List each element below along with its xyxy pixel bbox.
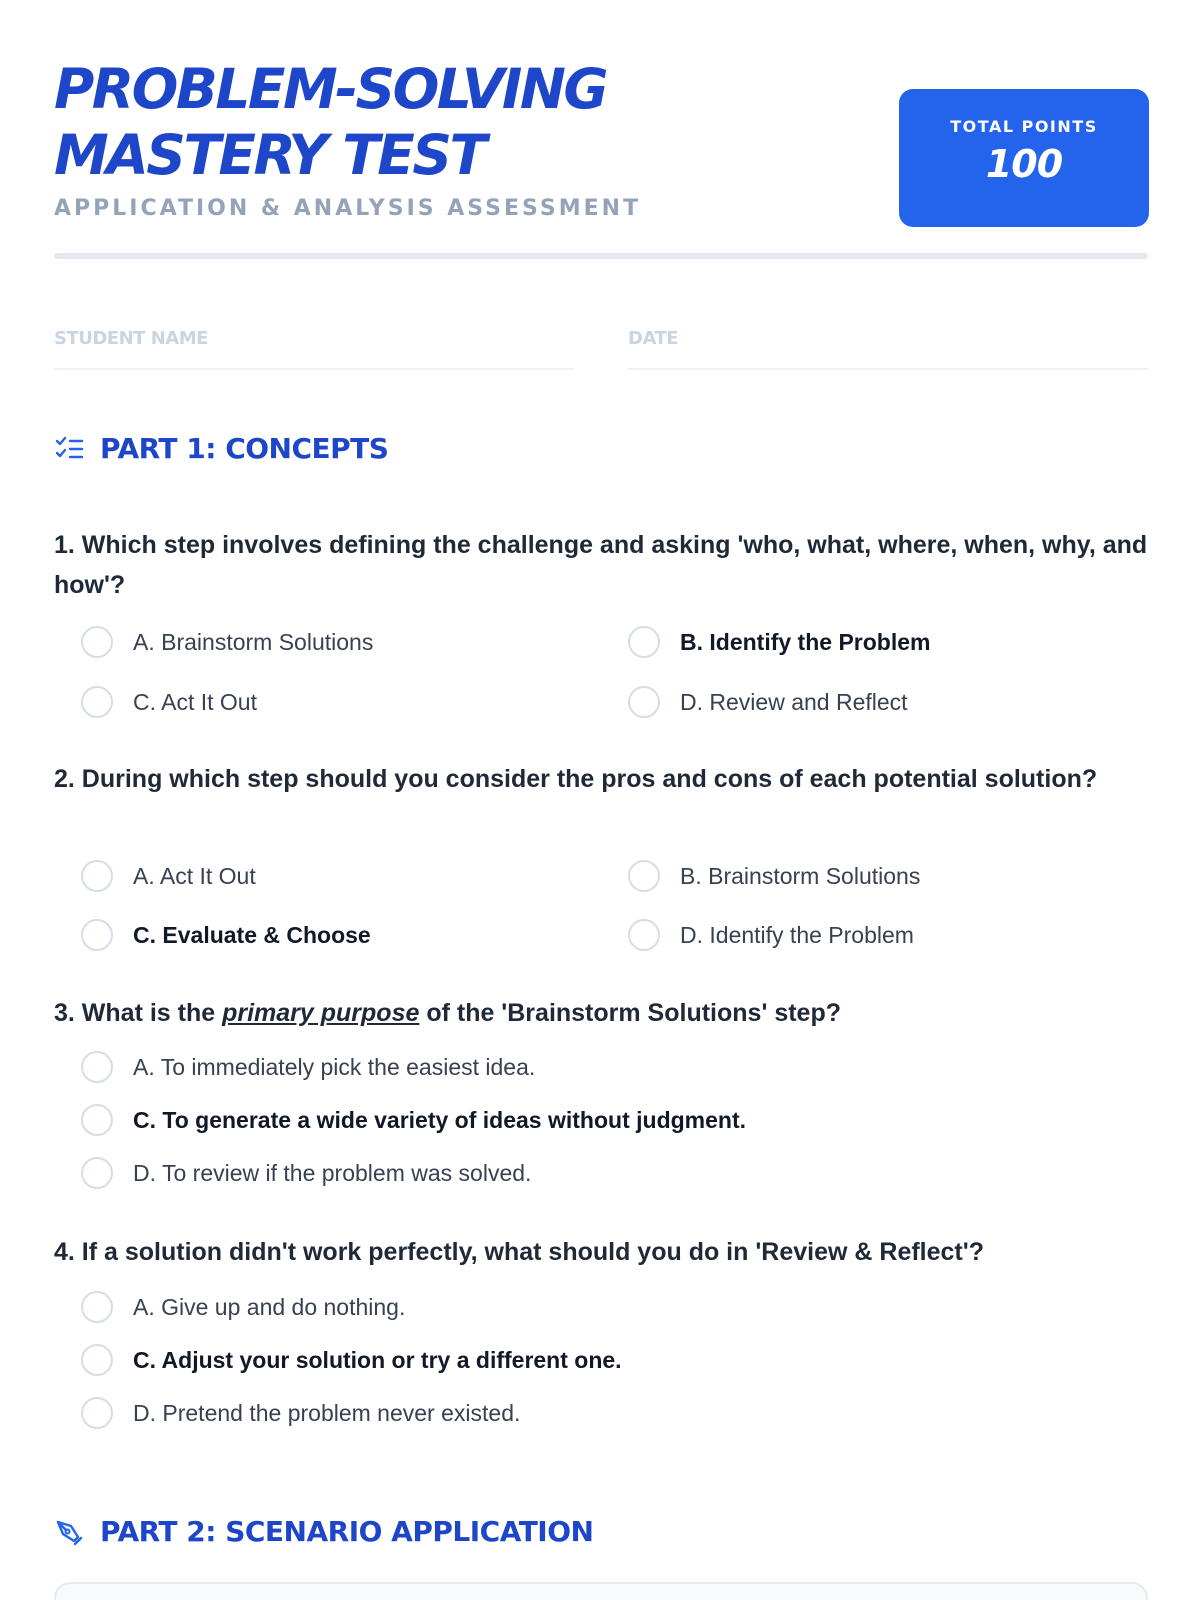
option-label: D. Review and Reflect <box>680 688 908 715</box>
question-4-text: 4. If a solution didn't work perfectly, what should you do in 'Review & Reflect'? <box>54 1238 984 1266</box>
radio-button[interactable] <box>81 1051 113 1083</box>
option-label: A. To immediately pick the easiest idea. <box>133 1053 536 1080</box>
q4-option-a[interactable] <box>81 1287 405 1327</box>
option-label: C. Adjust your solution or try a different one. <box>133 1346 622 1373</box>
checklist-icon <box>54 434 84 464</box>
question-2-text: 2. During which step should you consider the pros and cons of each potential solution? <box>54 765 1098 793</box>
radio-button[interactable] <box>628 860 660 892</box>
q1-option-b[interactable] <box>628 622 930 662</box>
radio-button[interactable] <box>628 626 660 658</box>
option-label: C. To generate a wide variety of ideas without judgment. <box>133 1106 747 1133</box>
question-3-text <box>54 993 1148 1033</box>
option-label: C. Act It Out <box>133 688 257 715</box>
question-3-emphasis: primary purpose <box>222 999 420 1027</box>
option-label: D. To review if the problem was solved. <box>133 1159 532 1186</box>
title-line-1: PROBLEM-SOLVING <box>54 57 607 121</box>
student-name-field[interactable] <box>54 328 574 370</box>
question-3-suffix: of the 'Brainstorm Solutions' step? <box>419 999 842 1027</box>
radio-button[interactable] <box>81 1397 113 1429</box>
page-subtitle: APPLICATION & ANALYSIS ASSESSMENT <box>54 196 642 221</box>
question-1-text: 1. Which step involves defining the challenge and asking 'who, what, where, when, why, and how'? <box>54 531 1148 599</box>
page-title <box>54 56 814 188</box>
part-1-header <box>54 432 388 465</box>
q2-option-c[interactable] <box>81 915 371 955</box>
option-label: A. Brainstorm Solutions <box>133 628 374 655</box>
date-field[interactable] <box>628 328 1148 370</box>
date-label: DATE <box>628 328 679 349</box>
q2-option-a[interactable] <box>81 856 256 896</box>
radio-button[interactable] <box>81 626 113 658</box>
option-label: C. Evaluate & Choose <box>133 921 371 948</box>
option-label: A. Act It Out <box>133 862 256 889</box>
option-label: B. Identify the Problem <box>680 628 931 655</box>
option-label: D. Identify the Problem <box>680 921 914 948</box>
option-label: D. Pretend the problem never existed. <box>133 1399 521 1426</box>
test-page <box>54 0 1148 1600</box>
q2-option-d[interactable] <box>628 915 914 955</box>
scenario-card <box>54 1582 1148 1600</box>
q3-option-d[interactable] <box>81 1153 531 1193</box>
student-name-label: STUDENT NAME <box>54 328 208 349</box>
q4-option-d[interactable] <box>81 1393 520 1433</box>
total-points-badge <box>899 89 1149 227</box>
title-line-2: MASTERY TEST <box>54 123 485 187</box>
part-1-title: PART 1: CONCEPTS <box>100 432 389 465</box>
radio-button[interactable] <box>81 1157 113 1189</box>
q1-option-d[interactable] <box>628 682 908 722</box>
part-2-title: PART 2: SCENARIO APPLICATION <box>100 1515 594 1548</box>
total-points-value: 100 <box>985 142 1063 186</box>
header-divider <box>54 253 1148 259</box>
radio-button[interactable] <box>628 919 660 951</box>
option-label: B. Brainstorm Solutions <box>680 862 921 889</box>
q1-option-c[interactable] <box>81 682 257 722</box>
part-2-header <box>54 1515 593 1548</box>
q3-option-c[interactable] <box>81 1100 746 1140</box>
q2-option-b[interactable] <box>628 856 920 896</box>
question-3-prefix: 3. What is the <box>54 999 223 1027</box>
radio-button[interactable] <box>81 1104 113 1136</box>
radio-button[interactable] <box>81 919 113 951</box>
q4-option-c[interactable] <box>81 1340 622 1380</box>
radio-button[interactable] <box>81 1344 113 1376</box>
radio-button[interactable] <box>81 860 113 892</box>
pen-tool-icon <box>54 1517 84 1547</box>
q1-option-a[interactable] <box>81 622 373 662</box>
radio-button[interactable] <box>81 686 113 718</box>
total-points-label: TOTAL POINTS <box>950 117 1098 136</box>
q3-option-a[interactable] <box>81 1047 535 1087</box>
option-label: A. Give up and do nothing. <box>133 1293 406 1320</box>
radio-button[interactable] <box>81 1291 113 1323</box>
radio-button[interactable] <box>628 686 660 718</box>
